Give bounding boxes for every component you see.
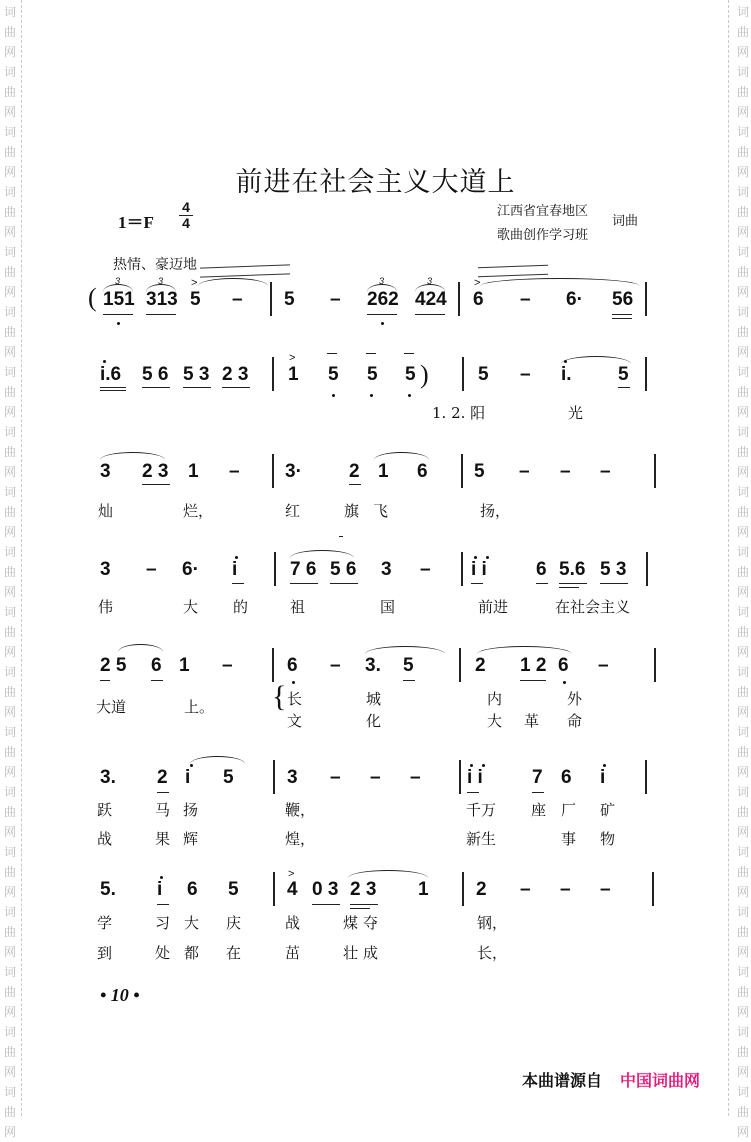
octave-dot	[160, 876, 163, 879]
barline	[272, 648, 274, 682]
beam-underline	[532, 792, 544, 793]
note: i	[600, 767, 606, 788]
barline	[270, 282, 272, 316]
octave-dot	[235, 556, 238, 559]
note: 2	[349, 461, 360, 482]
note: 5	[223, 767, 234, 788]
beam-underline	[618, 387, 630, 388]
note: i i	[467, 767, 483, 788]
beam-underline	[349, 484, 361, 485]
note: i	[157, 879, 163, 900]
credit-line: 江西省宜春地区	[497, 204, 589, 219]
accent-mark: >	[289, 352, 296, 364]
lyric: 鞭，	[285, 801, 316, 819]
slur-arc	[365, 646, 445, 654]
watermark-text: 词 曲 网	[4, 845, 17, 899]
beam-underline	[100, 680, 110, 681]
slur-arc	[477, 646, 572, 654]
note: 3	[100, 461, 111, 482]
watermark-text: 词 曲 网	[4, 485, 17, 539]
note: –	[598, 655, 609, 676]
lyric: 茁	[285, 944, 301, 962]
lyric: 大	[183, 598, 199, 616]
lyric: 前进	[478, 598, 509, 616]
barline	[461, 552, 463, 586]
note: i i	[471, 559, 487, 580]
watermark-text: 词 曲 网	[4, 785, 17, 839]
note: i.	[561, 364, 572, 385]
slur-arc	[190, 756, 245, 764]
note: 5.6	[559, 559, 586, 580]
barline	[645, 282, 647, 316]
lyric: 旗	[344, 502, 360, 520]
beam-underline	[403, 680, 415, 681]
note: 7 6	[290, 559, 317, 580]
note: –	[520, 289, 531, 310]
note: 6·	[566, 289, 583, 310]
beam-underline	[559, 587, 579, 588]
note: 5	[190, 289, 201, 310]
slur-arc	[374, 452, 429, 460]
lyric-brace: {	[272, 680, 287, 713]
lyric: 处	[155, 944, 171, 962]
note: –	[330, 289, 341, 310]
watermark-text: 词 曲 网	[4, 965, 17, 1019]
beam-underline	[312, 904, 340, 905]
beam-underline	[471, 583, 483, 584]
note: 2	[157, 767, 168, 788]
watermark-text: 词 曲 网	[737, 305, 750, 359]
lyric: 长，	[477, 944, 508, 962]
octave-dot	[103, 360, 106, 363]
lyric: 都	[184, 944, 200, 962]
octave-dot	[332, 394, 335, 397]
lyric: 跃	[97, 801, 113, 819]
note: 5 6	[330, 559, 357, 580]
note: 3	[287, 767, 298, 788]
beam-underline	[612, 314, 632, 315]
lyric: 新生	[466, 830, 497, 848]
beam-underline	[151, 680, 163, 681]
watermark-text: 词 曲 网	[737, 905, 750, 959]
note: 5	[618, 364, 629, 385]
lyric: 煤	[343, 914, 359, 932]
triplet-mark: 3	[158, 276, 164, 286]
lyric: 习	[155, 914, 171, 932]
watermark-text: 词 曲 网	[4, 185, 17, 239]
octave-dot	[470, 764, 473, 767]
barline	[273, 760, 275, 794]
time-signature-top: 4	[182, 199, 190, 215]
beam-underline	[232, 583, 244, 584]
lyric: 国	[380, 598, 396, 616]
lyric: 矿	[600, 801, 616, 819]
note: 6	[561, 767, 572, 788]
crescendo-hairpin	[200, 264, 290, 277]
note: 5	[328, 364, 339, 385]
note: 5	[367, 364, 378, 385]
triplet-mark: 3	[115, 276, 121, 286]
note: 1	[188, 461, 199, 482]
barline	[459, 760, 461, 794]
crescendo-hairpin	[478, 265, 548, 277]
beam-underline	[366, 353, 376, 354]
barline	[272, 357, 274, 391]
note: i	[185, 767, 191, 788]
page-number: • 10 •	[100, 985, 140, 1005]
barline	[646, 552, 648, 586]
note: 1 2	[520, 655, 547, 676]
beam-underline	[330, 583, 358, 584]
watermark-text: 词 曲 网	[737, 1025, 750, 1079]
lyric: 成	[363, 944, 379, 962]
slur-arc	[348, 870, 428, 878]
watermark-text: 词 曲 网	[4, 1085, 17, 1139]
barline	[462, 357, 464, 391]
note: –	[232, 289, 243, 310]
note: 1	[378, 461, 389, 482]
note: 2 3	[350, 879, 377, 900]
beam-underline	[327, 353, 337, 354]
accent-mark: >	[191, 277, 198, 289]
lyric: 壮	[343, 944, 359, 962]
note: 5	[228, 879, 239, 900]
note: –	[600, 879, 611, 900]
beam-underline	[157, 792, 169, 793]
watermark-text: 词 曲 网	[4, 425, 17, 479]
source-credit	[522, 1068, 700, 1091]
note: 313	[146, 289, 178, 310]
note: 3	[100, 559, 111, 580]
slur-arc	[480, 278, 640, 286]
beam-underline	[415, 314, 445, 315]
lyric: 钢，	[477, 914, 508, 932]
watermark-text: 词 曲 网	[4, 125, 17, 179]
note: 6·	[182, 559, 199, 580]
note: 6	[536, 559, 547, 580]
note: 3.	[100, 767, 116, 788]
note: –	[330, 767, 341, 788]
beam-underline	[612, 318, 632, 319]
beam-underline	[559, 583, 587, 584]
note: 3.	[365, 655, 381, 676]
lyric: 灿	[98, 502, 114, 520]
beam-underline	[222, 387, 250, 388]
lyric: 扬	[183, 801, 199, 819]
note: 7	[532, 767, 543, 788]
lyric: 内	[487, 690, 503, 708]
triplet-mark: 3	[427, 276, 433, 286]
lyric: 马	[155, 801, 171, 819]
beam-underline	[404, 353, 414, 354]
barline	[458, 282, 460, 316]
note: 2	[475, 655, 486, 676]
lyric: 战	[285, 914, 301, 932]
note: –	[519, 461, 530, 482]
note: –	[520, 879, 531, 900]
watermark-text: 词 曲 网	[4, 545, 17, 599]
watermark-text: 词 曲 网	[737, 1085, 750, 1139]
note: 5.	[100, 879, 116, 900]
note: 5 6	[142, 364, 169, 385]
accent-mark: >	[474, 277, 481, 289]
note: 5 3	[600, 559, 627, 580]
watermark-text: 词 曲 网	[4, 65, 17, 119]
watermark-text: 词 曲 网	[4, 305, 17, 359]
slur-arc	[561, 356, 631, 364]
watermark-text: 词 曲 网	[737, 425, 750, 479]
note: 1	[179, 655, 190, 676]
note: 2 3	[222, 364, 249, 385]
lyric: 座	[531, 801, 547, 819]
watermark-text: 词 曲 网	[737, 965, 750, 1019]
note: 2	[476, 879, 487, 900]
source-label: 本曲谱源自	[522, 1071, 603, 1090]
note: 424	[415, 289, 447, 310]
octave-dot	[603, 764, 606, 767]
beam-underline	[367, 314, 397, 315]
lyric: 文	[287, 712, 303, 730]
note: 262	[367, 289, 399, 310]
note: 1	[418, 879, 429, 900]
octave-dot	[370, 394, 373, 397]
watermark-text: 词 曲 网	[4, 605, 17, 659]
lyric: 伟	[98, 598, 114, 616]
lyric: 飞	[373, 502, 389, 520]
lyric: 大	[184, 914, 200, 932]
note: 6	[558, 655, 569, 676]
beam-underline	[142, 484, 170, 485]
credits-role: 词曲	[612, 214, 639, 229]
note: 6	[287, 655, 298, 676]
time-signature	[178, 200, 194, 231]
watermark-text: 词 曲 网	[737, 665, 750, 719]
note: 3	[381, 559, 392, 580]
beam-underline	[100, 390, 126, 391]
watermark-text: 词 曲 网	[737, 845, 750, 899]
note: 2 3	[142, 461, 169, 482]
note: –	[330, 655, 341, 676]
note: 5	[403, 655, 414, 676]
watermark-text: 词 曲 网	[737, 485, 750, 539]
note: 5	[478, 364, 489, 385]
note: –	[560, 879, 571, 900]
note: –	[229, 461, 240, 482]
slur-arc	[118, 644, 163, 652]
lyric: 大道	[96, 698, 127, 716]
lyric: 战	[97, 830, 113, 848]
barline	[654, 454, 656, 488]
lyric: 红	[285, 502, 301, 520]
octave-dot	[563, 681, 566, 684]
beam-underline	[350, 904, 378, 905]
lyric: 外	[567, 690, 583, 708]
note: –	[222, 655, 233, 676]
lyric: 化	[366, 712, 382, 730]
note: 5 3	[183, 364, 210, 385]
note: –	[146, 559, 157, 580]
parenthesis: (	[88, 283, 97, 312]
lyric: 辉	[183, 830, 199, 848]
lyric: 千万	[466, 801, 497, 819]
note: 2 5	[100, 655, 127, 676]
octave-dot	[292, 681, 295, 684]
beam-underline	[520, 680, 546, 681]
lyric: 在社会主义	[555, 598, 631, 616]
lyric: 厂	[561, 801, 577, 819]
credit-line: 歌曲创作学习班	[497, 228, 589, 243]
song-title: 前进在社会主义大道上	[235, 167, 516, 198]
octave-dot	[190, 764, 193, 767]
source-site-link[interactable]: 中国词曲网	[620, 1071, 701, 1090]
lyric: 煌，	[285, 830, 316, 848]
watermark-text: 词 曲 网	[4, 5, 17, 59]
note: 5	[405, 364, 416, 385]
lyric: 扬，	[480, 502, 511, 520]
tempo-marking: 热情、豪迈地	[113, 257, 197, 273]
slur-arc	[100, 452, 165, 460]
tie-mark	[339, 536, 343, 537]
watermark-text: 词 曲 网	[737, 545, 750, 599]
lyric: 革	[524, 712, 540, 730]
note: 6	[187, 879, 198, 900]
note: i.6	[100, 364, 122, 385]
watermark-text: 词 曲 网	[737, 785, 750, 839]
parenthesis: )	[420, 360, 429, 389]
barline	[645, 357, 647, 391]
watermark-text: 词 曲 网	[737, 605, 750, 659]
note: –	[420, 559, 431, 580]
credits	[497, 200, 588, 248]
barline	[274, 552, 276, 586]
lyric: 果	[155, 830, 171, 848]
watermark-text: 词 曲 网	[4, 905, 17, 959]
watermark-text: 词 曲 网	[737, 125, 750, 179]
barline	[652, 872, 654, 906]
lyric: 物	[600, 830, 616, 848]
lyric: 学	[97, 914, 113, 932]
note: 6	[473, 289, 484, 310]
lyric: 在	[226, 944, 242, 962]
beam-underline	[100, 387, 126, 388]
beam-underline	[536, 583, 548, 584]
barline	[272, 454, 274, 488]
watermark-text: 词 曲 网	[737, 365, 750, 419]
beam-underline	[142, 387, 170, 388]
note: 56	[612, 289, 634, 310]
lyric: 命	[567, 712, 583, 730]
beam-underline	[467, 792, 479, 793]
note: 5	[474, 461, 485, 482]
note: 0 3	[312, 879, 339, 900]
watermark-text: 词 曲 网	[737, 65, 750, 119]
lyric: 祖	[290, 598, 306, 616]
note: 6	[417, 461, 428, 482]
beam-underline	[350, 908, 370, 909]
note: 4	[287, 879, 298, 900]
octave-dot	[486, 556, 489, 559]
octave-dot	[408, 394, 411, 397]
watermark-text: 词 曲 网	[4, 665, 17, 719]
note: 3·	[285, 461, 302, 482]
octave-dot	[474, 556, 477, 559]
lyric: 烂，	[183, 502, 214, 520]
lyric: 大	[487, 712, 503, 730]
beam-underline	[146, 314, 176, 315]
watermark-text: 词 曲 网	[737, 725, 750, 779]
lyric: 1. 2. 阳	[432, 404, 486, 422]
watermark-text: 词 曲 网	[4, 245, 17, 299]
accent-mark: >	[288, 868, 295, 880]
barline	[645, 760, 647, 794]
lyric: 城	[366, 690, 382, 708]
watermark-text: 词 曲 网	[737, 5, 750, 59]
watermark-text: 词 曲 网	[4, 725, 17, 779]
watermark-text: 词 曲 网	[4, 365, 17, 419]
lyric: 上。	[184, 698, 215, 716]
lyric: 的	[233, 598, 249, 616]
lyric: 事	[561, 830, 577, 848]
slur-arc	[198, 278, 268, 286]
lyric: 长	[287, 690, 303, 708]
lyric: 光	[568, 404, 584, 422]
key-signature: 1＝F	[118, 213, 154, 232]
beam-underline	[290, 583, 318, 584]
beam-underline	[183, 387, 211, 388]
watermark-text: 词 曲 网	[4, 1025, 17, 1079]
note: –	[520, 364, 531, 385]
note: 6	[151, 655, 162, 676]
note: –	[370, 767, 381, 788]
slur-arc	[290, 550, 354, 558]
note: 1	[288, 364, 299, 385]
barline	[461, 454, 463, 488]
barline	[459, 648, 461, 682]
octave-dot	[117, 322, 120, 325]
note: –	[600, 461, 611, 482]
note: –	[410, 767, 421, 788]
barline	[462, 872, 464, 906]
beam-underline	[600, 583, 628, 584]
barline	[273, 872, 275, 906]
note: 151	[103, 289, 135, 310]
note: –	[560, 461, 571, 482]
octave-dot	[482, 764, 485, 767]
note: i	[232, 559, 238, 580]
octave-dot	[381, 322, 384, 325]
triplet-mark: 3	[379, 276, 385, 286]
lyric: 到	[97, 944, 113, 962]
lyric: 庆	[226, 914, 242, 932]
watermark-text: 词 曲 网	[737, 185, 750, 239]
beam-underline	[157, 904, 169, 905]
note: 5	[284, 289, 295, 310]
beam-underline	[103, 314, 133, 315]
watermark-text: 词 曲 网	[737, 245, 750, 299]
time-signature-bottom: 4	[182, 215, 190, 231]
barline	[654, 648, 656, 682]
lyric: 夺	[363, 914, 379, 932]
